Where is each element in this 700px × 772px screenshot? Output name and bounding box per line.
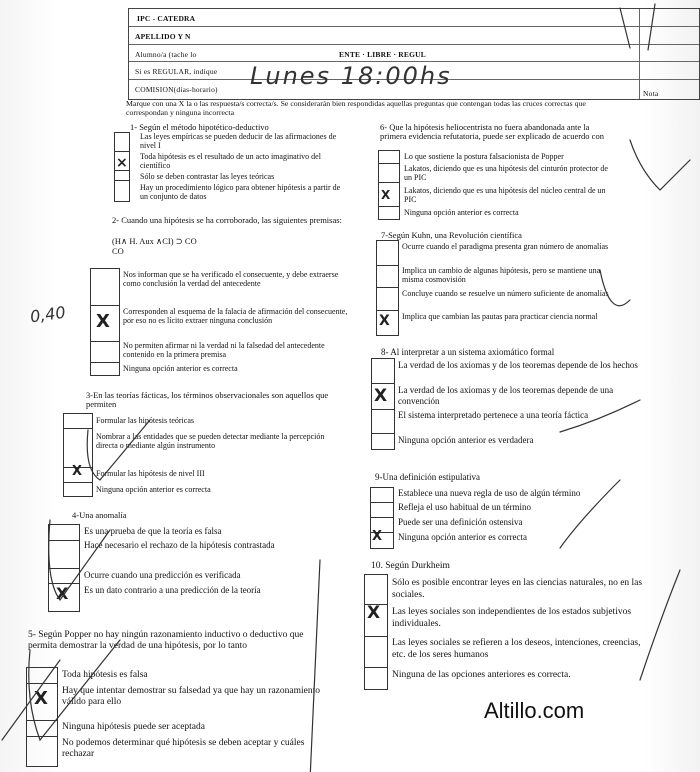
q8-option-2[interactable]: La verdad de los axiomas y de los teoremas depende de una convención [398,385,614,406]
q1-option-2[interactable]: Toda hipótesis es el resultado de un acto imaginativo del científico [140,152,321,170]
q2-option-4[interactable]: Ninguna opción anterior es correcta [123,364,238,373]
question-5-boxes [26,667,58,767]
question-2-title: 2- Cuando una hipótesis se ha corroborado, las siguientes premisas: [112,215,342,225]
q1-option-4[interactable]: Hay un procedimiento lógico para obtener hipótesis a partir de un conjunto de datos [140,183,341,201]
q2-option-3[interactable]: No permiten afirmar ni la verdad ni la falsedad del antecedente contenido en la primera premisa [123,341,325,359]
q6-option-2[interactable]: Lakatos, diciendo que es una hipótesis del cinturón protector de un PIC [404,164,608,182]
question-3-title: 3-En las teorías fácticas, los términos observacionales son aquellos que permiten [86,390,329,409]
instructions: Marque con una X la o las respuesta/s correcta/s. Se considerarán bien respondidas aquellas preguntas que contengan todas las cruces correctas que correspondan y ninguna incorrecta [126,99,586,117]
q3-option-1[interactable]: Formular las hipótesis teóricas [96,416,194,425]
header-line3b: ENTE · LIBRE · REGUL [339,50,426,59]
q5-mark: X [34,688,48,709]
q10-option-1[interactable]: Sólo es posible encontrar leyes en las ciencias naturales, no en las sociales. [392,578,643,600]
q6-mark: X [381,188,391,202]
q9-option-2[interactable]: Refleja el uso habitual de un término [398,502,531,512]
q10-option-4[interactable]: Ninguna de las opciones anteriores es correcta. [392,670,571,680]
q3-mark: X [72,464,83,479]
q1-option-3[interactable]: Sólo se deben contrastar las leyes teóricas [140,172,275,181]
q10-option-3[interactable]: Las leyes sociales se refieren a los deseos, intenciones, creencias, etc. de los seres humanos [392,638,641,660]
question-10-title: 10. Según Durkheim [371,561,450,571]
q7-option-4[interactable]: Implica que cambian las pautas para practicar ciencia normal [402,312,598,321]
question-10-boxes [364,574,388,690]
q6-option-3[interactable]: Lakatos, diciendo que es una hipótesis del núcleo central de un PIC [404,186,606,204]
handwritten-time: Lunes 18:00hs [250,62,452,90]
header-line5: COMISION(días-horario) [135,85,218,94]
q2-option-1[interactable]: Nos informan que se ha verificado el consecuente, y debe extraerse como conclusión la verdad del antecedente [123,270,339,288]
q8-option-3[interactable]: El sistema interpretado pertenece a una teoría fáctica [398,410,589,420]
header-line3: Alumno/a (tache lo [135,50,197,59]
q8-option-4[interactable]: Ninguna opción anterior es verdadera [398,435,534,445]
question-5-title: 5- Según Popper no hay ningún razonamiento inductivo o deductivo que permita demostrar la verdad de una hipótesis, por lo tanto [28,630,304,651]
q2-mark: X [96,311,110,332]
question-4-title: 4-Una anomalía [72,510,127,520]
question-7-title: 7-Según Kuhn, una Revolución científica [381,230,522,240]
question-2-formula: (H∧ H. Aux ∧CI) ⊃ CO [112,236,197,246]
nota-label: Nota [643,89,659,98]
question-6-title: 6- Que la hipótesis heliocentrista no fuera abandonada ante la primera evidencia refutatoria, puede ser explicado de acuerdo con [380,122,604,141]
q9-option-1[interactable]: Establece una nueva regla de uso de algún término [398,488,581,498]
q8-mark: X [374,386,388,406]
q7-option-3[interactable]: Concluye cuando se resuelve un número suficiente de anomalías [402,289,609,298]
q4-option-2[interactable]: Hace necesario el rechazo de la hipótesis contrastada [84,540,275,550]
header-line4: Si es REGULAR, indique [135,67,218,76]
q4-option-1[interactable]: Es una prueba de que la teoría es falsa [84,526,222,536]
header-line2: APELLIDO Y N [135,32,191,41]
q4-mark: X [56,584,69,603]
q7-option-2[interactable]: Implica un cambio de algunas hipótesis, pero se mantiene una misma cosmovisión [402,266,601,284]
q3-option-4[interactable]: Ninguna opción anterior es correcta [96,485,211,494]
q1-mark: × [116,155,128,171]
q8-option-1[interactable]: La verdad de los axiomas y de los teoremas depende de los hechos [398,360,638,370]
watermark: Altillo.com [484,698,585,723]
q10-option-2[interactable]: Las leyes sociales son independientes de los estados subjetivos individuales. [392,607,632,629]
question-9-title: 9-Una definición estipulativa [375,472,480,482]
q5-option-4[interactable]: No podemos determinar qué hipótesis se deben aceptar y cuáles rechazar [62,738,305,759]
header-line1: IPC - CATEDRA [137,14,196,23]
question-6-boxes [378,150,400,220]
q1-option-1[interactable]: Las leyes empíricas se pueden deducir de las afirmaciones de nivel I [140,132,337,150]
q9-mark: X [372,529,383,544]
question-3-boxes [63,413,93,497]
q5-option-3[interactable]: Ninguna hipótesis puede ser aceptada [62,722,205,732]
question-8-title: 8- Al interpretar a un sistema axiomático formal [381,347,555,357]
q9-option-3[interactable]: Puede ser una definición ostensiva [398,517,523,527]
q9-option-4[interactable]: Ninguna opción anterior es correcta [398,532,527,542]
q7-mark: X [379,313,390,329]
question-1-title: 1- Según el método hipotético-deductivo [130,122,269,132]
q10-mark: X [367,603,381,623]
q3-option-3[interactable]: Formular las hipótesis de nivel III [96,469,205,478]
question-2-formula-2: CO [112,246,124,256]
q6-option-4[interactable]: Ninguna opción anterior es correcta [404,208,519,217]
q2-option-2[interactable]: Corresponden al esquema de la falacia de afirmación del consecuente, por eso no es lícito extraer ninguna conclusión [123,307,348,325]
q6-option-1[interactable]: Lo que sostiene la postura falsacionista de Popper [404,152,564,161]
q3-option-2[interactable]: Nombrar a las entidades que se pueden detectar mediante la percepción directa o mediante algún instrumento [96,432,325,450]
q5-option-2[interactable]: Hay que intentar demostrar su falsedad ya que hay un razonamiento válido para ello [62,686,320,707]
q7-option-1[interactable]: Ocurre cuando el paradigma presenta gran número de anomalías [402,242,609,251]
q4-option-4[interactable]: Es un dato contrario a una predicción de la teoría [84,585,261,595]
q4-option-3[interactable]: Ocurre cuando una predicción es verificada [84,570,241,580]
q5-option-1[interactable]: Toda hipótesis es falsa [62,670,148,680]
margin-note: 0,40 [28,302,67,327]
